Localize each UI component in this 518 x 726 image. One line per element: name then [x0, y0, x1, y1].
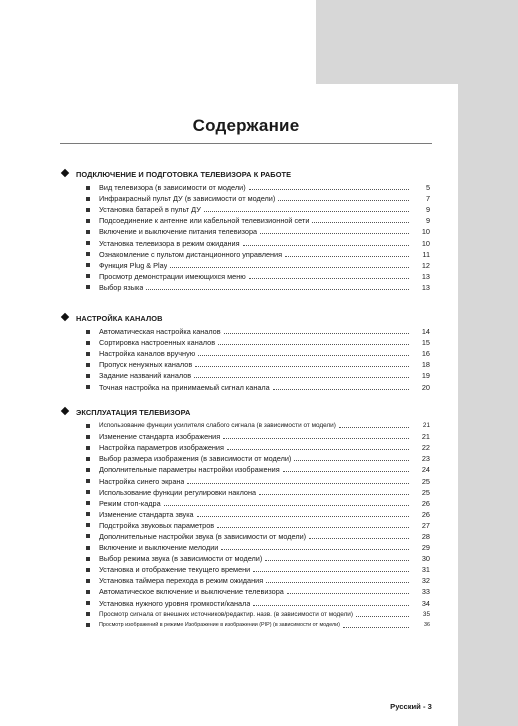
square-bullet-icon: [86, 274, 90, 278]
diamond-bullet-icon: [61, 407, 69, 415]
toc-entry: [86, 359, 430, 370]
toc-entry-title: Установка батарей в пульт ДУ: [99, 205, 201, 215]
toc-entry-page: 13: [421, 282, 430, 292]
diamond-bullet-icon: [61, 169, 69, 177]
square-bullet-icon: [86, 186, 90, 190]
toc-entry-page: 22: [421, 443, 430, 453]
dot-leader: [265, 560, 409, 561]
toc-entry-page: 27: [421, 520, 430, 530]
toc-entry-title: Инфракрасный пульт ДУ (в зависимости от модели): [99, 194, 276, 204]
square-bullet-icon: [86, 208, 90, 212]
square-bullet-icon: [86, 446, 90, 450]
square-bullet-icon: [86, 263, 90, 267]
page-title: Содержание: [192, 116, 300, 135]
toc-entry: [86, 531, 430, 542]
side-strip: [458, 84, 518, 726]
dot-leader: [223, 438, 409, 439]
square-bullet-icon: [86, 479, 90, 483]
toc-entry-title: Установка таймера перехода в режим ожидания: [99, 576, 264, 586]
toc-entry: [86, 337, 430, 348]
square-bullet-icon: [86, 579, 90, 583]
toc-entry-title: Дополнительные параметры настройки изображения: [99, 465, 280, 475]
toc-entry-title: Пропуск ненужных каналов: [99, 360, 193, 370]
toc-list-channels: [86, 326, 430, 393]
toc-entry-page: 26: [421, 498, 430, 508]
toc-entry-title: Сортировка настроенных каналов: [99, 338, 216, 348]
section-heading-connection: [62, 170, 291, 179]
toc-entry-page: 26: [421, 509, 430, 519]
toc-entry: [86, 442, 430, 453]
toc-entry-page: 23: [421, 454, 430, 464]
toc-entry-title: Установка телевизора в режим ожидания: [99, 238, 240, 248]
dot-leader: [266, 582, 409, 583]
toc-entry-title: Задание названий каналов: [99, 371, 192, 381]
dot-leader: [273, 389, 409, 390]
toc-entry-page: 16: [421, 349, 430, 359]
square-bullet-icon: [86, 523, 90, 527]
dot-leader: [170, 267, 409, 268]
square-bullet-icon: [86, 468, 90, 472]
toc-entry-page: 29: [421, 543, 430, 553]
toc-entry-title: Просмотр сигнала от внешних источников/редактир. назв. (в зависимости от модели): [99, 610, 354, 618]
toc-entry-page: 9: [425, 205, 430, 215]
toc-entry-title: Автоматическая настройка каналов: [99, 327, 221, 337]
dot-leader: [356, 616, 409, 617]
dot-leader: [146, 289, 409, 290]
square-bullet-icon: [86, 490, 90, 494]
toc-entry-page: 14: [421, 327, 430, 337]
toc-entry-title: Изменение стандарта звука: [99, 509, 194, 519]
dot-leader: [285, 256, 409, 257]
toc-entry-title: Режим стоп-кадра: [99, 498, 161, 508]
toc-entry-title: Выбор режима звука (в зависимости от модели): [99, 554, 263, 564]
toc-entry-title: Выбор языка: [99, 282, 144, 292]
toc-entry: [86, 282, 430, 293]
dot-leader: [217, 527, 409, 528]
section-heading-operation: [62, 408, 190, 417]
dot-leader: [194, 377, 409, 378]
dot-leader: [187, 483, 409, 484]
toc-entry-title: Вид телевизора (в зависимости от модели): [99, 183, 246, 193]
dot-leader: [253, 605, 409, 606]
toc-entry: [86, 464, 430, 475]
toc-entry: [86, 453, 430, 464]
diamond-bullet-icon: [61, 313, 69, 321]
toc-entry-title: Использование функции регулировки наклона: [99, 487, 257, 497]
toc-entry: [86, 237, 430, 248]
toc-entry-title: Использование функции усилителя слабого сигнала (в зависимости от модели): [99, 422, 336, 430]
toc-entry-title: Подстройка звуковых параметров: [99, 520, 215, 530]
dot-leader: [309, 538, 409, 539]
toc-entry: [86, 475, 430, 486]
toc-entry-page: 34: [421, 598, 430, 608]
square-bullet-icon: [86, 557, 90, 561]
toc-entry-title: Включение и выключение питания телевизора: [99, 227, 258, 237]
toc-entry-title: Установка и отображение текущего времени: [99, 565, 251, 575]
square-bullet-icon: [86, 601, 90, 605]
dot-leader: [339, 427, 409, 428]
dot-leader: [283, 471, 409, 472]
dot-leader: [204, 211, 409, 212]
toc-entry-page: 24: [421, 465, 430, 475]
dot-leader: [164, 505, 409, 506]
square-bullet-icon: [86, 612, 90, 616]
section-heading-text: ЭКСПЛУАТАЦИЯ ТЕЛЕВИЗОРА: [76, 408, 191, 417]
toc-entry: [86, 553, 430, 564]
dot-leader: [218, 344, 409, 345]
square-bullet-icon: [86, 435, 90, 439]
toc-entry-title: Подсоединение к антенне или кабельной телевизионной сети: [99, 216, 310, 226]
toc-entry-page: 35: [422, 610, 430, 618]
square-bullet-icon: [86, 374, 90, 378]
toc-entry-page: 11: [422, 249, 430, 259]
square-bullet-icon: [86, 219, 90, 223]
square-bullet-icon: [86, 457, 90, 461]
toc-entry-page: 28: [421, 531, 430, 541]
toc-entry-page: 36: [424, 622, 430, 629]
toc-entry-page: 10: [421, 227, 430, 237]
toc-entry-page: 25: [421, 476, 430, 486]
dot-leader: [260, 233, 409, 234]
toc-entry-title: Ознакомление с пультом дистанционного управления: [99, 249, 283, 259]
square-bullet-icon: [86, 623, 90, 627]
toc-entry: [86, 420, 430, 431]
toc-entry: [86, 193, 430, 204]
toc-entry-page: 21: [421, 432, 430, 442]
dot-leader: [221, 549, 409, 550]
toc-entry: [86, 271, 430, 282]
dot-leader: [243, 245, 409, 246]
toc-entry-page: 15: [421, 338, 430, 348]
toc-entry: [86, 586, 430, 597]
corner-tab: [316, 0, 518, 84]
toc-entry: [86, 620, 430, 631]
toc-entry-page: 7: [425, 194, 430, 204]
toc-entry-page: 25: [421, 487, 430, 497]
toc-entry: [86, 598, 430, 609]
square-bullet-icon: [86, 512, 90, 516]
toc-entry: [86, 204, 430, 215]
toc-entry-title: Настройка параметров изображения: [99, 443, 224, 453]
dot-leader: [224, 333, 409, 334]
page-footer: Русский - 3: [370, 698, 452, 714]
toc-entry: [86, 609, 430, 620]
toc-entry-title: Просмотр изображений в режиме Изображение в изображении (PIP) (в зависимости от модели): [99, 622, 340, 629]
dot-leader: [312, 222, 409, 223]
dot-leader: [253, 571, 409, 572]
toc-entry-title: Точная настройка на принимаемый сигнал канала: [99, 382, 270, 392]
toc-list-connection: [86, 182, 430, 293]
dot-leader: [287, 593, 409, 594]
section-heading-text: ПОДКЛЮЧЕНИЕ И ПОДГОТОВКА ТЕЛЕВИЗОРА К РАБОТЕ: [76, 170, 292, 179]
toc-entry-page: 5: [425, 183, 430, 193]
dot-leader: [195, 366, 409, 367]
toc-entry: [86, 487, 430, 498]
toc-entry-page: 18: [421, 360, 430, 370]
dot-leader: [259, 494, 409, 495]
toc-entry-title: Установка нужного уровня громкости/канала: [99, 598, 251, 608]
toc-entry-page: 9: [425, 216, 430, 226]
dot-leader: [294, 460, 409, 461]
title-rule: [60, 143, 432, 144]
toc-entry: [86, 370, 430, 381]
toc-entry: [86, 381, 430, 392]
square-bullet-icon: [86, 197, 90, 201]
square-bullet-icon: [86, 241, 90, 245]
toc-entry: [86, 542, 430, 553]
toc-entry-page: 30: [421, 554, 430, 564]
dot-leader: [249, 189, 409, 190]
toc-entry-page: 21: [422, 422, 430, 430]
toc-entry-page: 32: [421, 576, 430, 586]
toc-entry-page: 10: [421, 238, 430, 248]
square-bullet-icon: [86, 568, 90, 572]
toc-entry-title: Автоматическое включение и выключение телевизора: [99, 587, 284, 597]
dot-leader: [278, 200, 409, 201]
square-bullet-icon: [86, 363, 90, 367]
toc-entry: [86, 215, 430, 226]
toc-entry: [86, 575, 430, 586]
toc-entry-page: 12: [421, 260, 430, 270]
toc-entry: [86, 348, 430, 359]
toc-entry: [86, 564, 430, 575]
square-bullet-icon: [86, 285, 90, 289]
toc-entry: [86, 498, 430, 509]
square-bullet-icon: [86, 352, 90, 356]
square-bullet-icon: [86, 501, 90, 505]
dot-leader: [227, 449, 409, 450]
toc-entry-title: Дополнительные настройки звука (в зависимости от модели): [99, 531, 307, 541]
toc-entry-page: 19: [421, 371, 430, 381]
square-bullet-icon: [86, 424, 90, 428]
square-bullet-icon: [86, 590, 90, 594]
toc-entry: [86, 226, 430, 237]
toc-entry: [86, 509, 430, 520]
toc-entry: [86, 182, 430, 193]
section-heading-channels: [62, 314, 163, 323]
square-bullet-icon: [86, 330, 90, 334]
toc-entry-title: Настройка синего экрана: [99, 476, 185, 486]
toc-entry: [86, 260, 430, 271]
toc-entry-title: Функция Plug & Play: [99, 260, 168, 270]
toc-list-operation: [86, 420, 430, 631]
toc-entry: [86, 326, 430, 337]
square-bullet-icon: [86, 546, 90, 550]
toc-entry-title: Включение и выключение мелодии: [99, 543, 219, 553]
square-bullet-icon: [86, 385, 90, 389]
toc-entry-page: 33: [421, 587, 430, 597]
dot-leader: [343, 627, 409, 628]
toc-entry-page: 13: [421, 271, 430, 281]
dot-leader: [198, 355, 409, 356]
square-bullet-icon: [86, 252, 90, 256]
toc-entry-page: 31: [421, 565, 430, 575]
section-heading-text: НАСТРОЙКА КАНАЛОВ: [76, 314, 163, 323]
toc-entry-title: Изменение стандарта изображения: [99, 432, 221, 442]
toc-entry: [86, 249, 430, 260]
dot-leader: [197, 516, 409, 517]
toc-entry-title: Настройка каналов вручную: [99, 349, 196, 359]
toc-entry-page: 20: [421, 382, 430, 392]
square-bullet-icon: [86, 230, 90, 234]
square-bullet-icon: [86, 341, 90, 345]
square-bullet-icon: [86, 534, 90, 538]
toc-entry-title: Просмотр демонстрации имеющихся меню: [99, 271, 246, 281]
toc-entry: [86, 431, 430, 442]
dot-leader: [249, 278, 409, 279]
toc-entry: [86, 520, 430, 531]
toc-entry-title: Выбор размера изображения (в зависимости от модели): [99, 454, 292, 464]
